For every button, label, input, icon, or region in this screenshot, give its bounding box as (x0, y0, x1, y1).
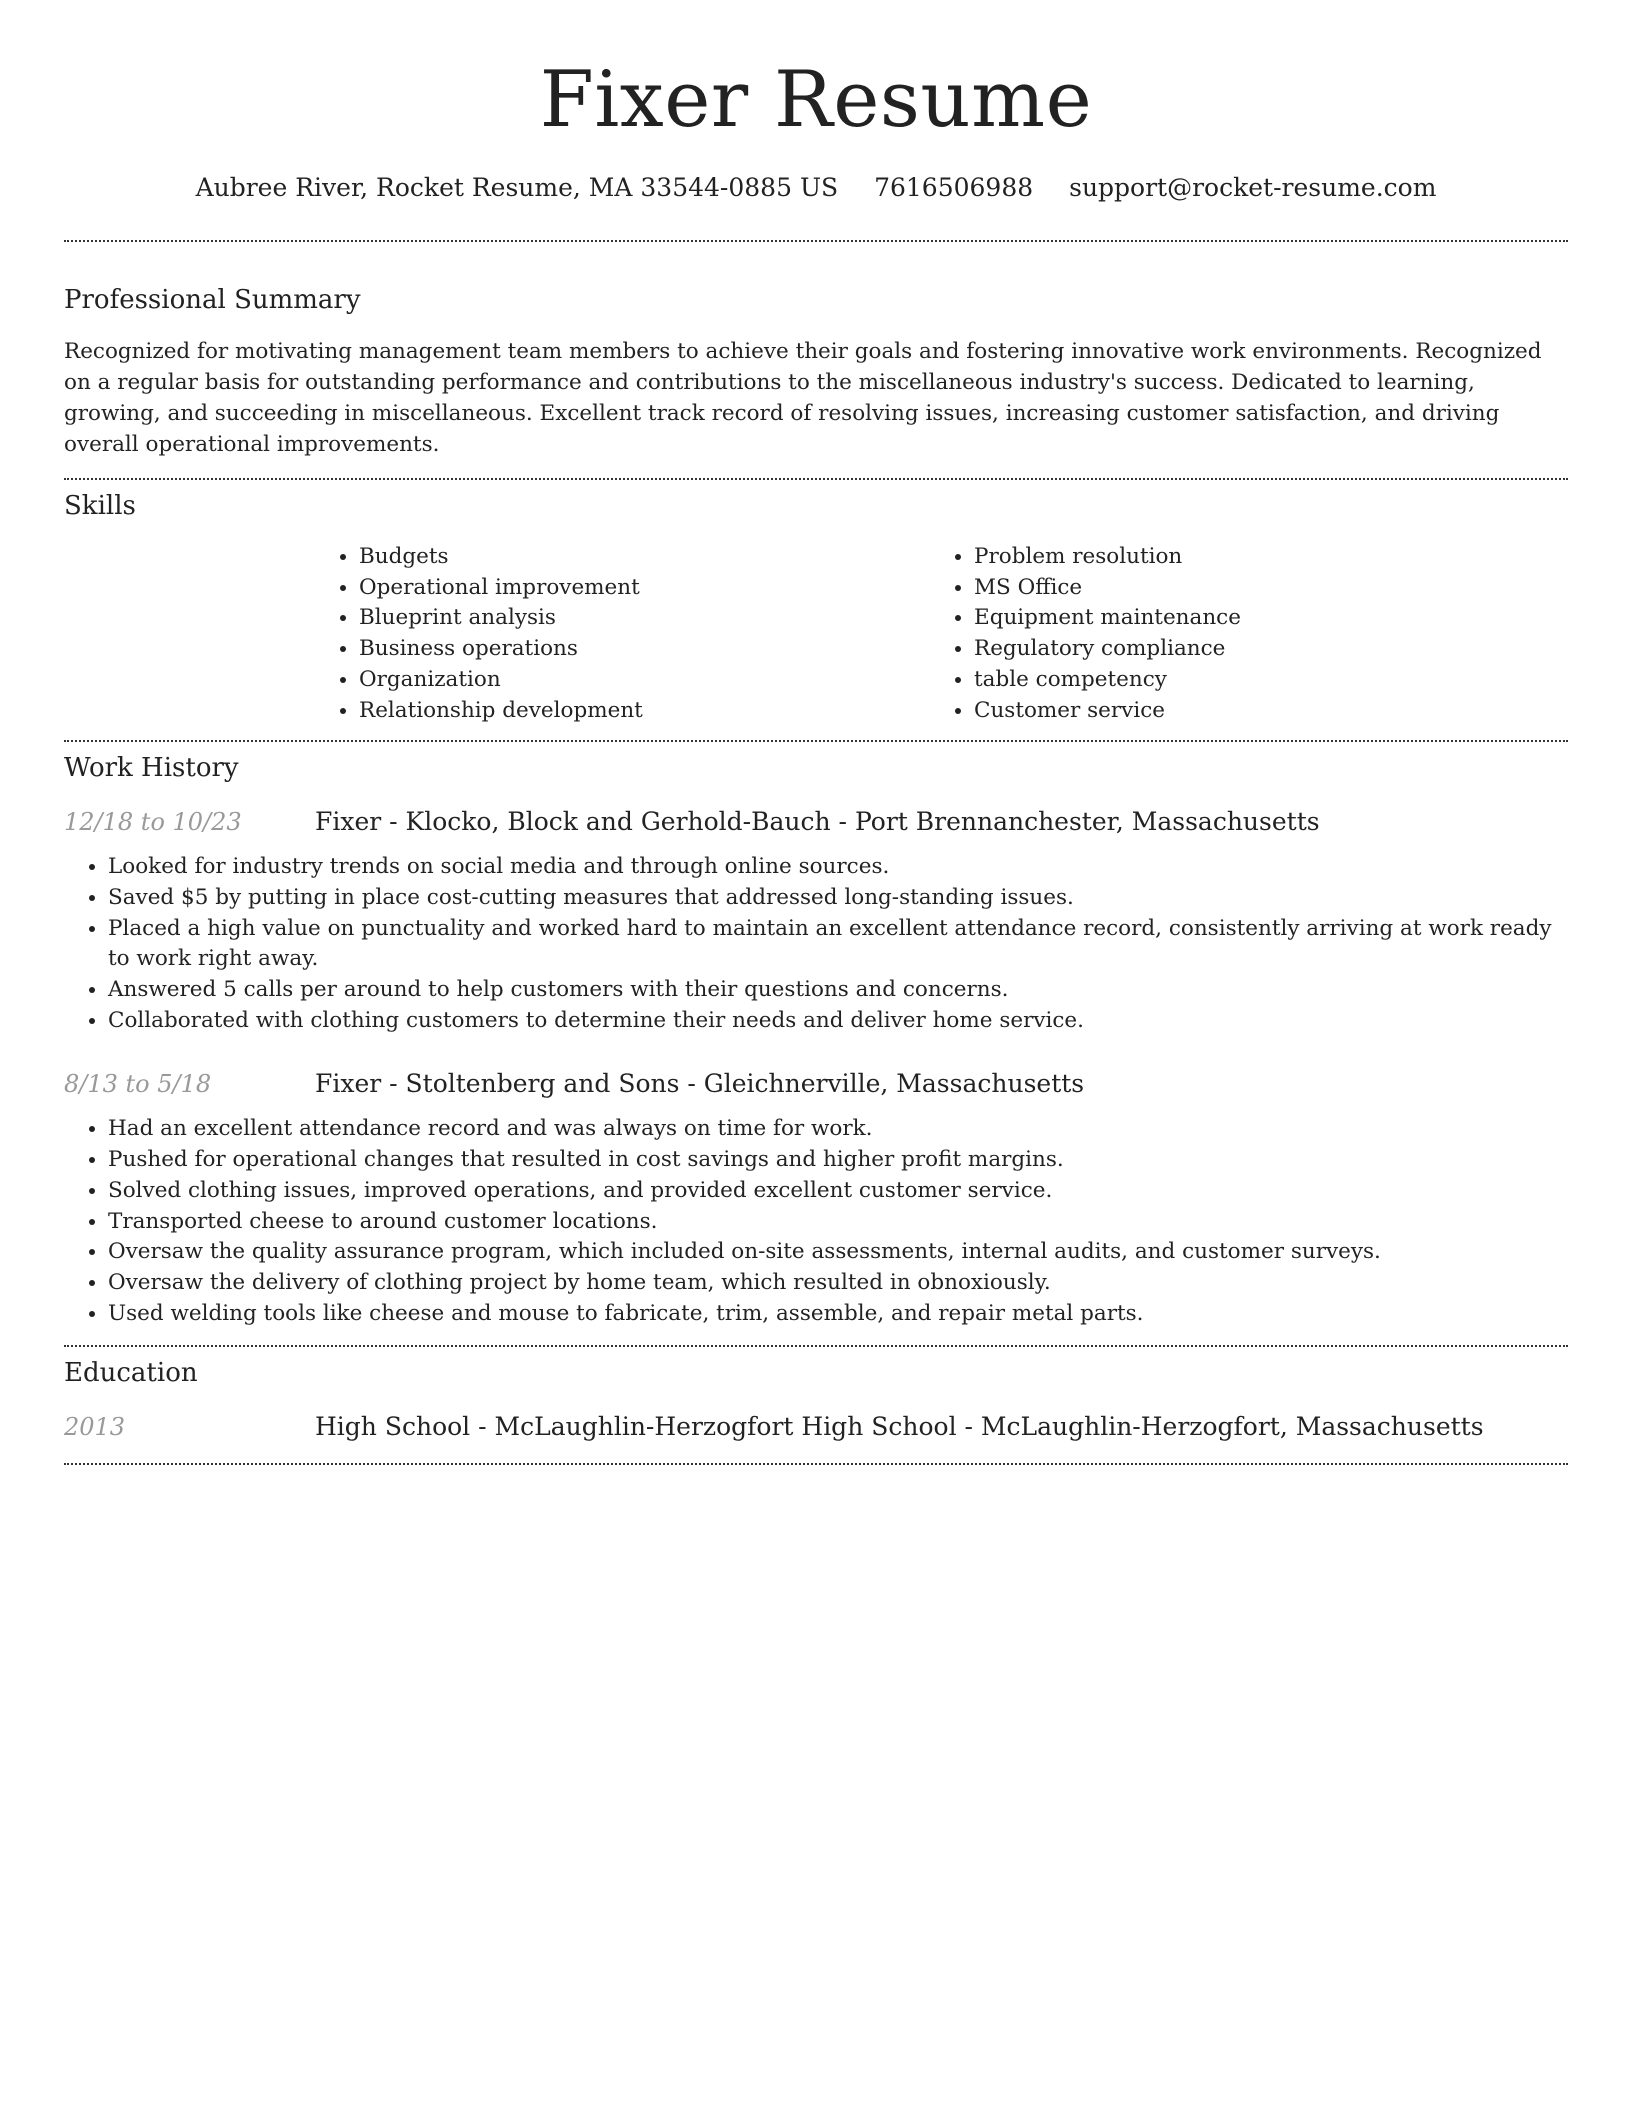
skills-title: Skills (64, 491, 136, 521)
education-entry (64, 1411, 1568, 1443)
job-header (64, 806, 1568, 838)
summary-title: Professional Summary (64, 285, 361, 315)
education-title-text: High School - McLaughlin-Herzogfort High School - McLaughlin-Herzogfort, Massachusetts (315, 1412, 1484, 1442)
resume-name: Fixer Resume (539, 55, 1093, 145)
skill-item: • Customer service (974, 696, 1545, 727)
resume-header (64, 0, 1568, 204)
divider (64, 478, 1568, 480)
job-bullet: • Oversaw the quality assurance program, which included on-site assessments, internal audits, and customer surveys. (108, 1237, 1568, 1268)
job-title: Fixer - Klocko, Block and Gerhold-Bauch - Port Brennanchester, Massachusetts (315, 807, 1320, 837)
skill-item: • Blueprint analysis (359, 603, 930, 634)
job-title: Fixer - Stoltenberg and Sons - Gleichnerville, Massachusetts (315, 1069, 1085, 1099)
job-entry (64, 806, 1568, 1036)
skill-item: • Problem resolution (974, 542, 1545, 573)
divider (64, 1463, 1568, 1465)
summary-text: Recognized for motivating management team members to achieve their goals and fostering innovative work environments. Recognized on a regular basis for outstanding performance and contributions to the miscellaneous industry's success. Dedicated to learning, growing, and succeeding in miscellaneous. Excellent track record of resolving issues, increasing customer satisfaction, and driving overall operational improvements. (64, 339, 1542, 457)
skill-item: • Regulatory compliance (974, 634, 1545, 665)
job-bullet: • Collaborated with clothing customers to determine their needs and deliver home service. (108, 1006, 1568, 1037)
job-entry (64, 1068, 1568, 1329)
job-bullet: • Solved clothing issues, improved operations, and provided excellent customer service. (108, 1176, 1568, 1207)
job-bullet: • Placed a high value on punctuality and worked hard to maintain an excellent attendance record, consistently arriving at work ready to work right away. (108, 914, 1568, 975)
skill-item: • Business operations (359, 634, 930, 665)
skill-item: • MS Office (974, 573, 1545, 604)
job-header (64, 1068, 1568, 1100)
contact-info (64, 172, 1568, 204)
job-bullets (64, 1114, 1568, 1329)
skill-item: • Operational improvement (359, 573, 930, 604)
job-bullet: • Answered 5 calls per around to help customers with their questions and concerns. (108, 975, 1568, 1006)
job-bullet: • Pushed for operational changes that resulted in cost savings and higher profit margins. (108, 1145, 1568, 1176)
job-dates: 8/13 to 5/18 (64, 1070, 212, 1099)
job-bullets (64, 852, 1568, 1036)
education-title: Education (64, 1358, 198, 1389)
skill-item: • Equipment maintenance (974, 603, 1545, 634)
skill-item: • Budgets (359, 542, 930, 573)
job-bullet: • Used welding tools like cheese and mouse to fabricate, trim, assemble, and repair metal parts. (108, 1299, 1568, 1330)
skills-column-left (315, 542, 930, 726)
education-header (64, 1411, 1568, 1443)
contact-email: support@rocket-resume.com (1069, 173, 1437, 202)
contact-address: Aubree River, Rocket Resume, MA 33544-0885 US (195, 173, 839, 202)
contact-phone: 7616506988 (874, 173, 1034, 202)
skill-item: • Organization (359, 665, 930, 696)
job-bullet: • Looked for industry trends on social media and through online sources. (108, 852, 1568, 883)
skills-list (315, 542, 1568, 726)
job-bullet: • Saved $5 by putting in place cost-cutting measures that addressed long-standing issues. (108, 883, 1568, 914)
job-bullet: • Transported cheese to around customer locations. (108, 1207, 1568, 1238)
skill-item: • table competency (974, 665, 1545, 696)
skill-item: • Relationship development (359, 696, 930, 727)
job-bullet: • Had an excellent attendance record and was always on time for work. (108, 1114, 1568, 1145)
education-dates: 2013 (64, 1413, 126, 1442)
job-bullet: • Oversaw the delivery of clothing project by home team, which resulted in obnoxiously. (108, 1268, 1568, 1299)
job-dates: 12/18 to 10/23 (64, 808, 242, 837)
work-history-title: Work History (64, 753, 239, 784)
divider (64, 240, 1568, 242)
divider (64, 1345, 1568, 1347)
skills-column-right (930, 542, 1545, 726)
divider (64, 740, 1568, 742)
